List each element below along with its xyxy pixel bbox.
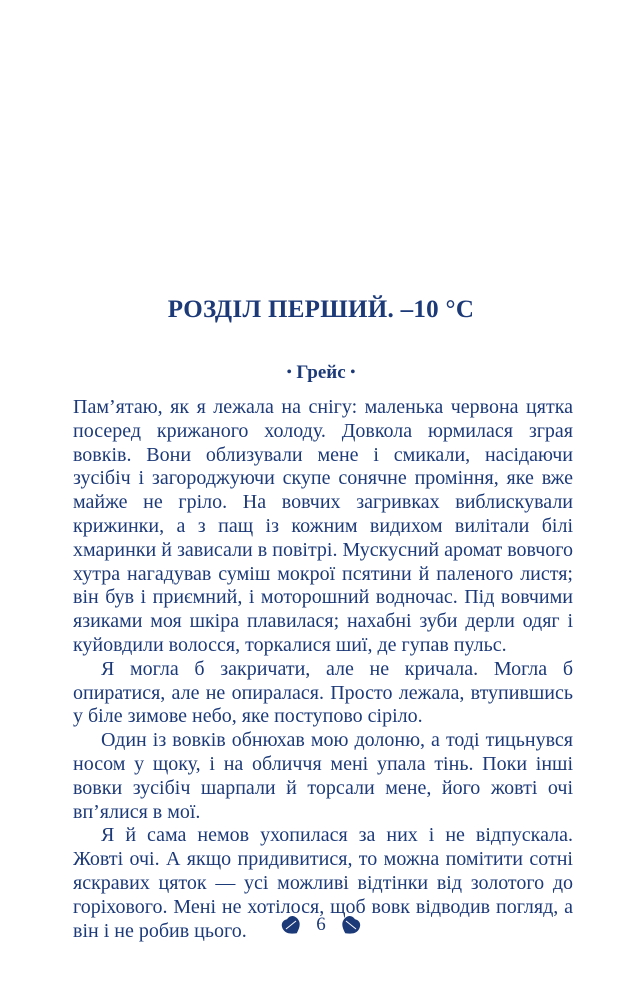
paragraph: Пам’ятаю, як я лежала на снігу: маленька червона цятка посеред крижаного холоду. Довкола юрмилася зграя вовків. Вони облизували мене і смикали, насідаючи зусібіч і загороджуючи скупе сонячне проміння, яке вже майже не гріло. На вовчих загривках виблискували крижинки, а з пащ із кожним видихом вилітали білі хмаринки й зависали в повітрі. Мускусний аромат вовчого хутра нагадував суміш мокрої псятини й паленого листя; він був і приємний, і моторошний водночас. Під вовчими язиками моя шкіра плавилася; нахабні зуби дерли одяг і куйовдили волосся, торкалися шиї, де гупав пульс.: [73, 396, 573, 656]
heart-leaf-icon: [340, 914, 362, 936]
paragraph: Один із вовків обнюхав мою долоню, а тоді тицьнувся носом у щоку, і на обличчя мені упала тінь. Поки інші вовки зусібіч шарпали й торсали мене, його жовті очі вп’ялися в мої.: [73, 729, 573, 823]
page-number: 6: [316, 914, 326, 935]
narrator-heading: [0, 362, 642, 384]
bullet-left: •: [286, 365, 292, 380]
heart-leaf-icon: [280, 914, 302, 936]
bullet-right: •: [350, 365, 356, 380]
paragraph: Я могла б закричати, але не кричала. Могла б опиратися, але не опиралася. Просто лежала, втупившись у біле зимове небо, яке поступово сіріло.: [73, 657, 573, 728]
page-footer: [0, 914, 642, 936]
chapter-body: [73, 396, 573, 943]
narrator-name: Грейс: [296, 362, 346, 383]
paragraph: Я й сама немов ухопилася за них і не відпускала. Жовті очі. А якщо придивитися, то можна помітити сотні яскравих цяток — усі можливі відтінки від золотого до горіхового. Мені не хотілося, щоб вовк відводив погляд, а він і не робив цього.: [73, 824, 573, 942]
chapter-title: РОЗДІЛ ПЕРШИЙ. –10 °C: [167, 296, 475, 323]
